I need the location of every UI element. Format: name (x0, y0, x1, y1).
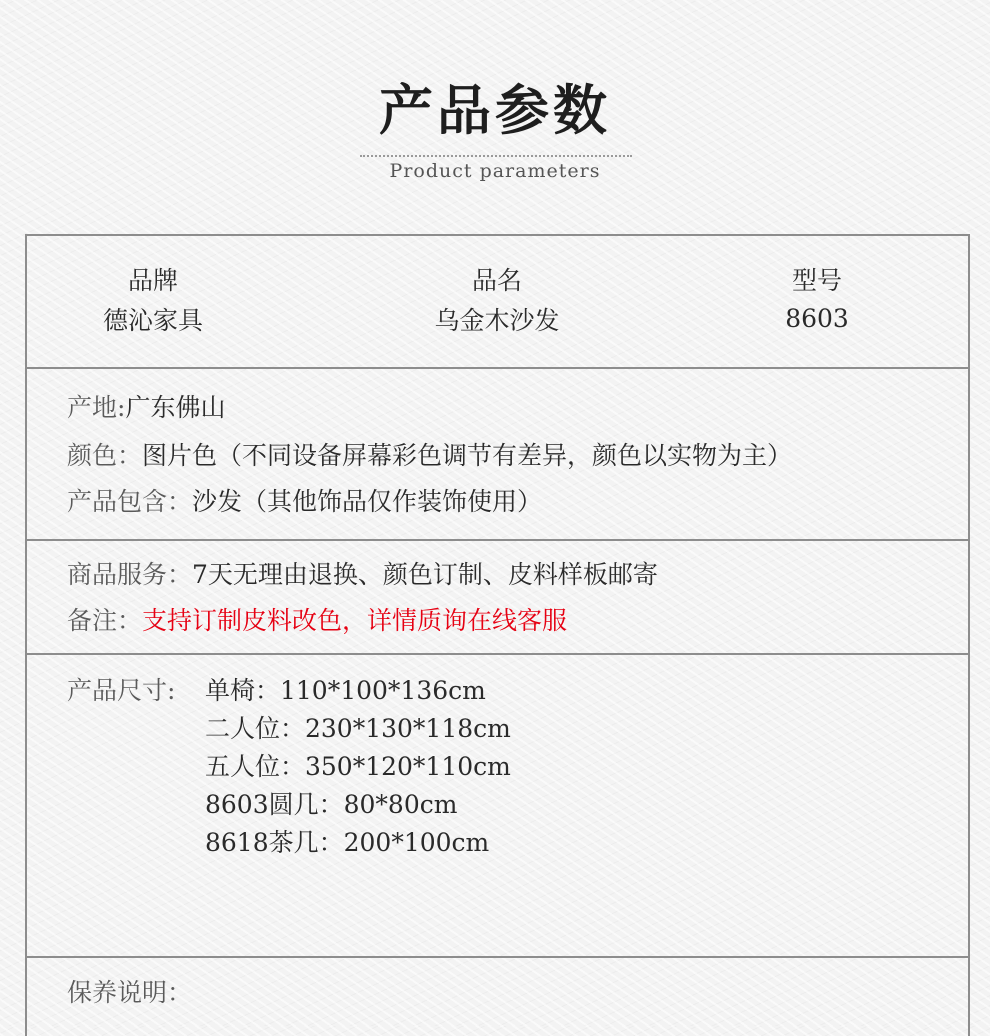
service-label: 商品服务： (67, 560, 193, 589)
page-subtitle: Product parameters (389, 160, 601, 182)
title-divider (360, 155, 632, 157)
remark-label: 备注： (67, 606, 143, 635)
list-item: 8618茶几：200*100cm (205, 828, 490, 857)
color-row (67, 433, 792, 479)
origin-label: 产地: (67, 393, 126, 422)
remark-value: 支持订制皮料改色，详情质询在线客服 (142, 606, 568, 635)
origin-value: 广东佛山 (125, 393, 226, 422)
list-item: 8603圆几：80*80cm (205, 790, 458, 819)
service-value: 7天无理由退换、颜色订制、皮料样板邮寄 (192, 560, 658, 589)
package-label: 产品包含： (67, 487, 193, 516)
row-divider (27, 956, 968, 958)
model-label: 型号 (791, 266, 842, 295)
care-label: 保养说明： (67, 978, 193, 1007)
dimensions-list (205, 672, 511, 862)
list-item: 五人位：350*120*110cm (205, 752, 511, 781)
package-value: 沙发（其他饰品仅作装饰使用） (192, 487, 543, 516)
list-item: 二人位：230*130*118cm (205, 714, 511, 743)
page-title: 产品参数 (379, 79, 611, 142)
color-value: 图片色（不同设备屏幕彩色调节有差异，颜色以实物为主） (142, 441, 793, 470)
model-value: 8603 (785, 304, 849, 333)
brand-label: 品牌 (127, 266, 178, 295)
list-item: 单椅：110*100*136cm (205, 676, 486, 705)
row-divider (27, 653, 968, 655)
dimensions-label: 产品尺寸: (67, 676, 176, 705)
package-row (67, 479, 542, 525)
row-divider (27, 367, 968, 369)
service-row (67, 552, 658, 598)
spec-table (25, 234, 970, 1036)
origin-row (67, 385, 225, 431)
color-label: 颜色： (67, 441, 143, 470)
product-name-value: 乌金木沙发 (434, 306, 560, 335)
remark-row (67, 598, 567, 644)
row-divider (27, 539, 968, 541)
brand-value: 德沁家具 (102, 306, 203, 335)
product-name-label: 品名 (471, 266, 522, 295)
